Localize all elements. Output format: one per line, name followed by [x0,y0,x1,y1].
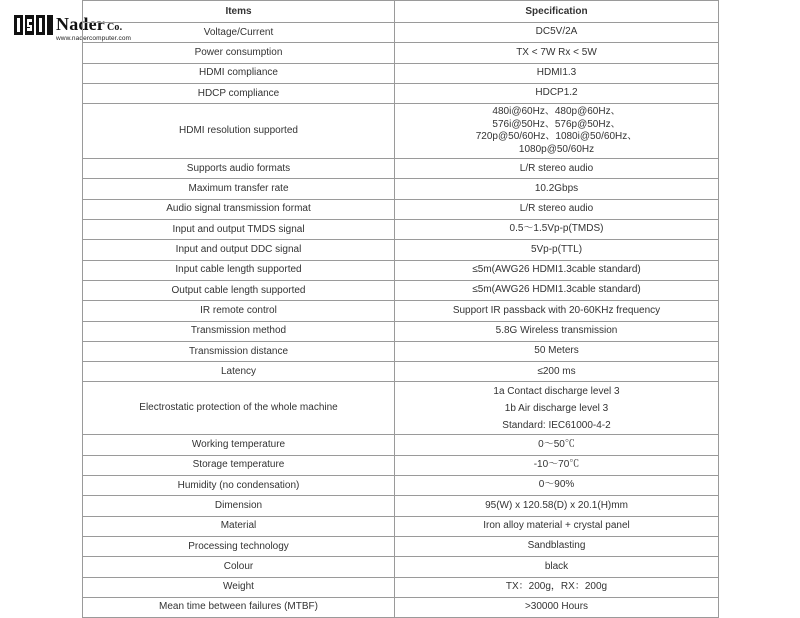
specification-cell [395,104,719,159]
specification-line: 0～50℃ [538,438,575,450]
specification-line: >30000 Hours [524,601,589,613]
item-cell: Material [83,516,395,536]
specification-cell [395,260,719,280]
specification-cell [395,280,719,300]
item-cell: IR remote control [83,301,395,321]
item-cell: HDMI compliance [83,63,395,83]
item-cell: HDMI resolution supported [83,104,395,159]
item-cell: Input and output DDC signal [83,240,395,260]
table-row [83,341,719,361]
table-row [83,280,719,300]
specification-cell [395,220,719,240]
header-specification: Specification [395,1,719,23]
item-cell: Dimension [83,496,395,516]
specification-line: Sandblasting [527,540,586,552]
specification-line: L/R stereo audio [519,162,594,174]
table-row [83,557,719,577]
table-row [83,496,719,516]
specification-cell [395,516,719,536]
table-row [83,220,719,240]
specification-line: 50 Meters [534,345,579,357]
specification-cell [395,557,719,577]
table-row [83,240,719,260]
specification-cell [395,435,719,455]
table-row [83,63,719,83]
specification-line: DC5V/2A [535,26,578,38]
specification-line: 576i@50Hz、576p@50Hz、 [492,118,621,130]
specification-line: HDMI1.3 [536,66,577,78]
specification-cell [395,179,719,199]
table-row [83,455,719,475]
specification-line: TX < 7W Rx < 5W [516,46,597,58]
specification-cell [395,476,719,496]
table-row [83,301,719,321]
item-cell: Humidity (no condensation) [83,476,395,496]
specification-line: 5Vp-p(TTL) [530,243,583,255]
table-row [83,435,719,455]
specification-line: 1b Air discharge level 3 [504,402,609,414]
item-cell: Weight [83,577,395,597]
specification-cell [395,63,719,83]
logo-url: www.nadercomputer.com [56,35,132,42]
specification-cell [395,382,719,435]
item-cell: Mean time between failures (MTBF) [83,597,395,617]
table-row [83,159,719,179]
table-row [83,516,719,536]
specification-line: 10.2Gbps [534,182,579,194]
specification-line: Standard: IEC61000-4-2 [502,419,611,431]
table-row [83,476,719,496]
specification-cell [395,240,719,260]
item-cell: Colour [83,557,395,577]
specification-line: black [544,560,569,572]
item-cell: Audio signal transmission format [83,199,395,219]
table-row [83,260,719,280]
table-row [83,83,719,103]
item-cell: Transmission distance [83,341,395,361]
item-cell: Maximum transfer rate [83,179,395,199]
specification-line: 0～90% [538,479,575,491]
item-cell: Transmission method [83,321,395,341]
specification-line: 480i@60Hz、480p@60Hz、 [492,106,621,118]
specification-cell [395,362,719,382]
logo-suffix: Co. [107,22,123,33]
item-cell: Output cable length supported [83,280,395,300]
table-row [83,104,719,159]
table-header-row [83,1,719,23]
specification-cell [395,159,719,179]
table-row [83,362,719,382]
table-row [83,597,719,617]
item-cell: Supports audio formats [83,159,395,179]
item-cell: Voltage/Current [83,23,395,43]
item-cell: Storage temperature [83,455,395,475]
specification-line: 95(W) x 120.58(D) x 20.1(H)mm [485,499,628,511]
item-cell: Input and output TMDS signal [83,220,395,240]
header-items: Items [83,1,395,23]
specification-line: Iron alloy material + crystal panel [483,520,630,532]
item-cell: Power consumption [83,43,395,63]
specification-cell [395,496,719,516]
specification-cell [395,43,719,63]
specification-cell [395,23,719,43]
specification-cell [395,577,719,597]
specification-line: 0.5～1.5Vp-p(TMDS) [509,223,604,235]
logo-name: Nader [56,14,105,34]
specification-line: -10～70℃ [533,459,580,471]
specification-line: ≤5m(AWG26 HDMI1.3cable standard) [472,284,641,296]
specification-line: ≤5m(AWG26 HDMI1.3cable standard) [472,264,641,276]
item-cell: Latency [83,362,395,382]
specification-cell [395,341,719,361]
table-row [83,179,719,199]
table-row [83,577,719,597]
specification-cell [395,83,719,103]
table-row [83,321,719,341]
specification-cell [395,455,719,475]
specification-line: 1080p@50/60Hz [518,143,595,155]
table-row [83,536,719,556]
specification-line: 5.8G Wireless transmission [495,324,618,336]
specification-cell [395,597,719,617]
table-row [83,382,719,435]
specification-cell [395,536,719,556]
item-cell: Electrostatic protection of the whole machine [83,382,395,435]
specification-line: L/R stereo audio [519,203,594,215]
specification-cell [395,321,719,341]
item-cell: Input cable length supported [83,260,395,280]
item-cell: Processing technology [83,536,395,556]
specification-line: HDCP1.2 [535,87,578,99]
specification-line: ≤200 ms [537,365,576,377]
table-row [83,43,719,63]
nader-logo-icon [14,15,54,35]
specification-line: 1a Contact discharge level 3 [493,385,620,397]
table-body [83,23,719,618]
specification-cell [395,199,719,219]
specification-line: Support IR passback with 20-60KHz frequency [452,304,661,316]
table-row [83,23,719,43]
item-cell: HDCP compliance [83,83,395,103]
specification-line: 720p@50/60Hz、1080i@50/60Hz、 [475,131,638,143]
specification-table [82,0,719,618]
specification-cell [395,301,719,321]
table-row [83,199,719,219]
item-cell: Working temperature [83,435,395,455]
specification-line: TX：200g，RX：200g [505,580,608,592]
